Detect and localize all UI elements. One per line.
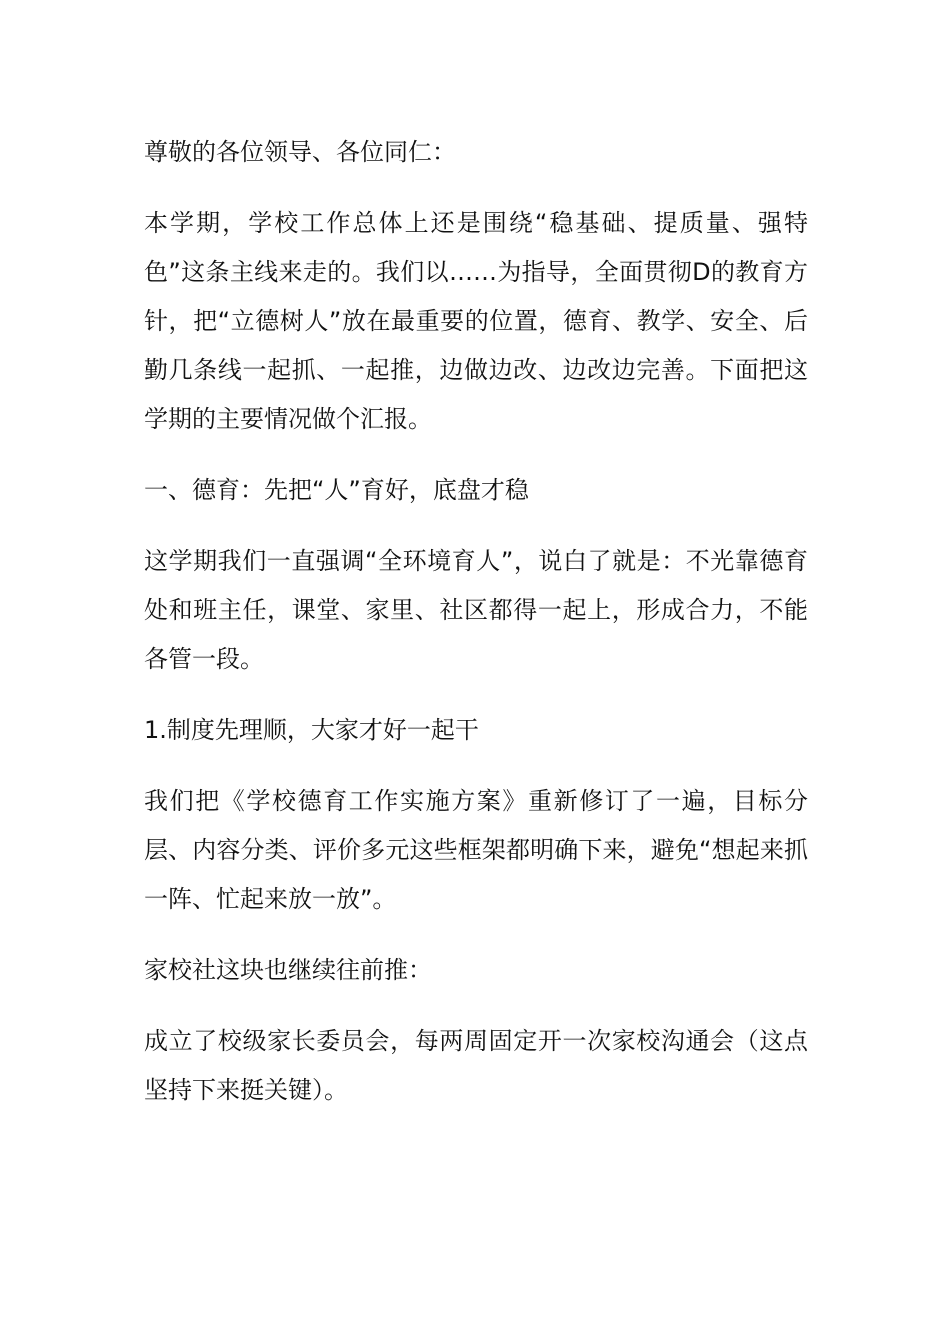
document-body bbox=[144, 128, 808, 1137]
parent-committee-paragraph: 成立了校级家长委员会，每两周固定开一次家校沟通会（这点坚持下来挺关键）。 bbox=[144, 1027, 808, 1104]
salutation-paragraph: 尊敬的各位领导、各位同仁： bbox=[144, 138, 456, 166]
moral-education-paragraph: 这学期我们一直强调“全环境育人”，说白了就是：不光靠德育处和班主任，课堂、家里、社区都得一起上，形成合力，不能各管一段。 bbox=[144, 547, 808, 673]
intro-paragraph: 本学期，学校工作总体上还是围绕“稳基础、提质量、强特色”这条主线来走的。我们以……为指导，全面贯彻D的教育方针，把“立德树人”放在最重要的位置，德育、教学、安全、后勤几条线一起抓、一起推，边做边改、边改边完善。下面把这学期的主要情况做个汇报。 bbox=[144, 209, 808, 433]
home-school-paragraph: 家校社这块也继续往前推： bbox=[144, 956, 432, 984]
system-paragraph: 我们把《学校德育工作实施方案》重新修订了一遍，目标分层、内容分类、评价多元这些框架都明确下来，避免“想起来抓一阵、忙起来放一放”。 bbox=[144, 787, 808, 913]
subheading-system: 1.制度先理顺，大家才好一起干 bbox=[144, 716, 479, 744]
section-heading-moral-education: 一、德育：先把“人”育好，底盘才稳 bbox=[144, 476, 529, 504]
